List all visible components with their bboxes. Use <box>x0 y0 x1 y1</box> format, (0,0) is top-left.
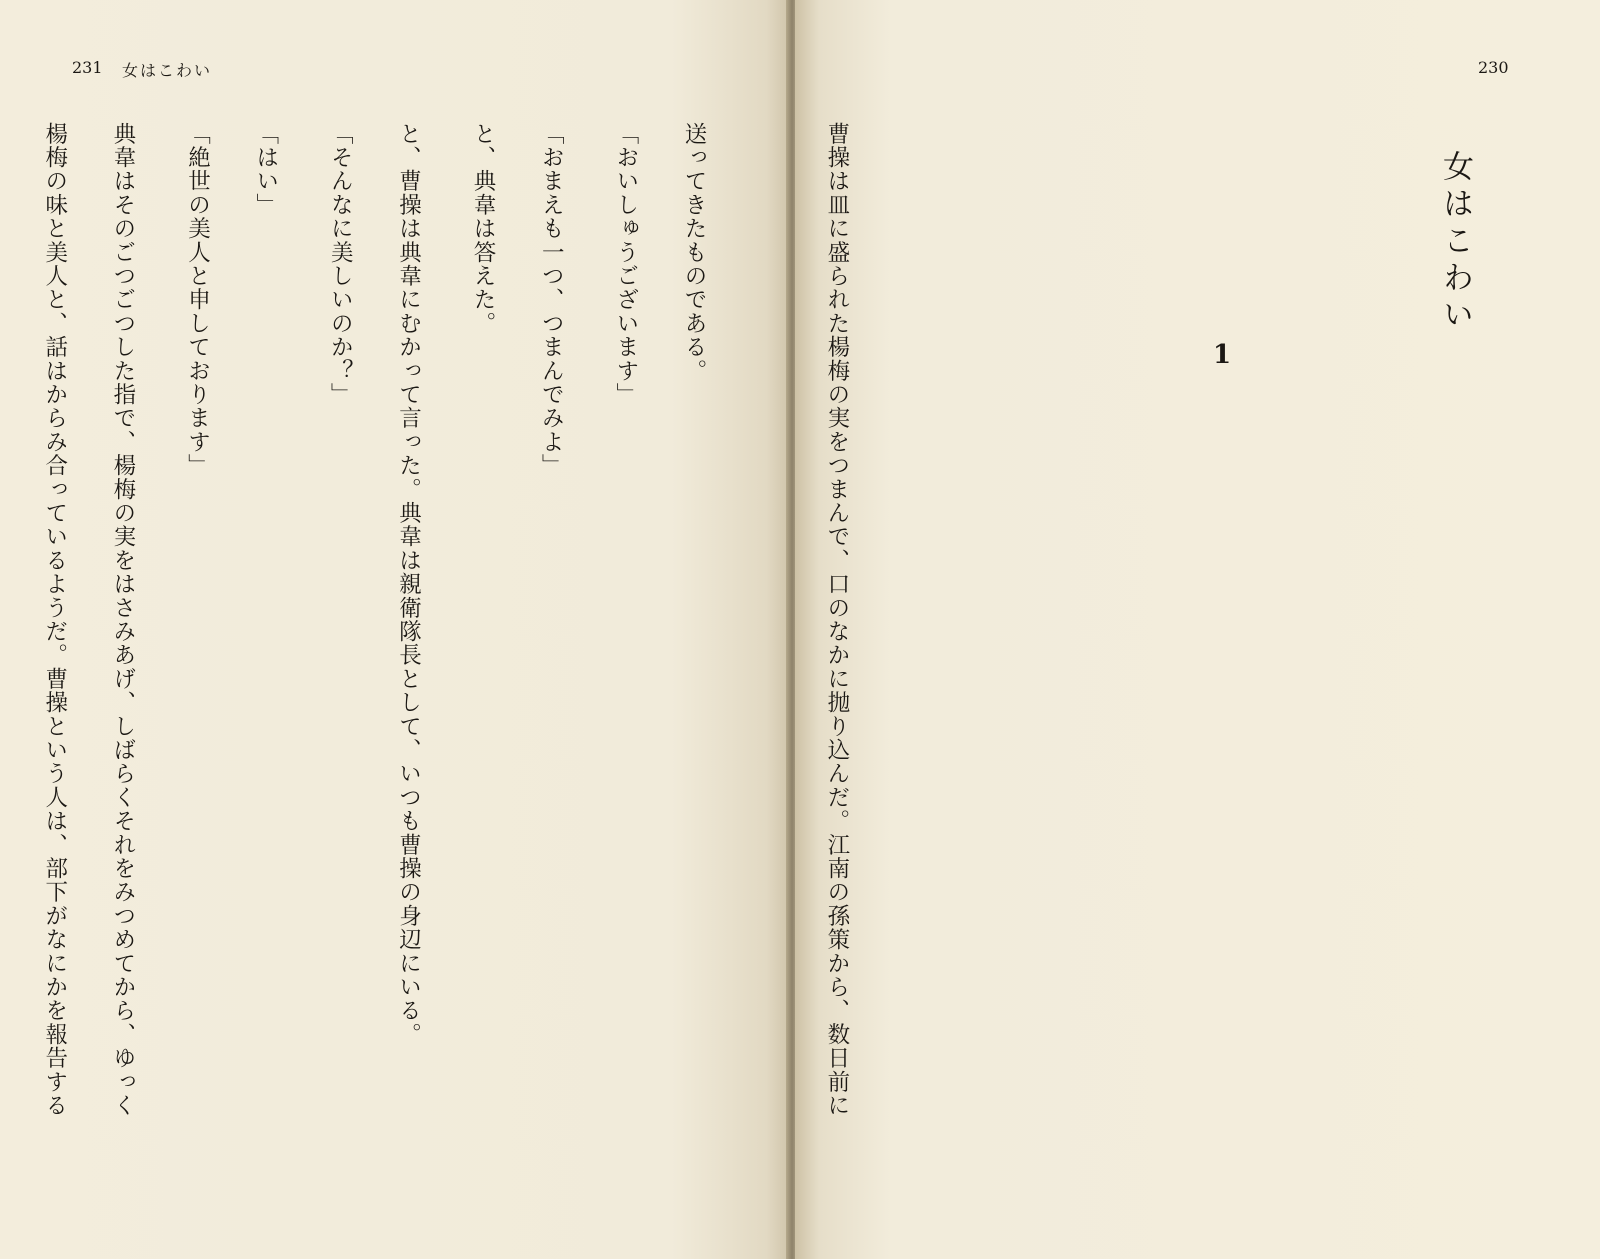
body-line: と、典韋は答えた。 <box>470 122 497 336</box>
body-line: 典韋はそのごつごつした指で、楊梅の実をはさみあげ、しばらくそれをみつめてから、ゆっく <box>109 122 136 1118</box>
body-line: 曹操は皿に盛られた楊梅の実をつまんで、口のなかに抛り込んだ。江南の孫策から、数日前に <box>823 122 850 1118</box>
page-number-left: 231 <box>72 58 103 77</box>
body-line: 「おまえも一つ、つまんでみよ」 <box>538 122 565 478</box>
body-line: 「そんなに美しいのか？」 <box>327 122 354 407</box>
body-line: と、曹操は典韋にむかって言った。典韋は親衛隊長として、いつも曹操の身辺にいる。 <box>395 122 422 1047</box>
body-line: 送ってきたものである。 <box>681 122 708 383</box>
section-number: 1 <box>1213 340 1232 370</box>
body-line: 楊梅の味と美人と、話はからみ合っているようだ。曹操という人は、部下がなにかを報告する <box>41 122 68 1118</box>
left-page-body <box>41 122 744 1222</box>
page-number-right: 230 <box>1478 58 1509 77</box>
body-line: 「絶世の美人と申しております」 <box>184 122 211 478</box>
running-head: 女はこわい <box>122 61 213 80</box>
body-line: 「はい」 <box>252 122 279 217</box>
body-line: 「おいしゅうございます」 <box>612 122 639 407</box>
chapter-title: 女はこわい <box>1437 150 1473 335</box>
